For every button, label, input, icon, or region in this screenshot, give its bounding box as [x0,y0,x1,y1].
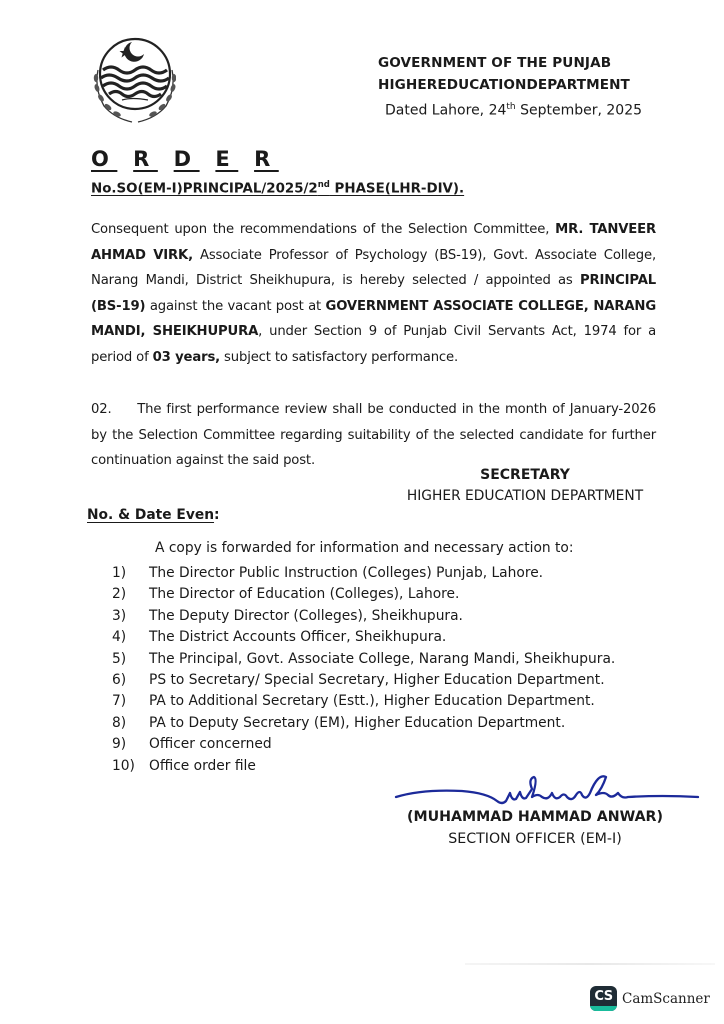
letterhead [378,52,630,96]
order-number: No.SO(EM-I)PRINCIPAL/2025/2nd PHASE(LHR-DIV). [91,180,465,197]
paragraph-number: 02. [91,402,112,417]
camscanner-watermark [590,986,710,1011]
college-name: GOVERNMENT ASSOCIATE COLLEGE, NARANG MANDI, SHEIKHUPURA [91,298,656,339]
list-item: 8) PA to Deputy Secretary (EM), Higher Education Department. [112,714,566,731]
tenure: 03 years, [152,349,221,365]
camscanner-logo-icon: CS [590,986,617,1011]
camscanner-label: CamScanner [622,990,710,1007]
distribution-list [112,563,615,777]
order-paragraph-1: Consequent upon the recommendations of the Selection Committee, MR. TANVEER AHMAD VIRK, Associate Professor of Psychology (BS-19), Govt. Associate College, Narang Mandi, District Sheikhupura, is hereby selected / appointed as PRINCIPAL (BS-19) against the vacant post at GOVERNMENT ASSOCIATE COLLEGE, NARANG MANDI, SHEIKHUPURA, under Section 9 of Punjab Civil Servants Act, 1974 for a period of 03 years, subject to satisfactory performance. [91,222,657,365]
list-item: 5) The Principal, Govt. Associate College, Narang Mandi, Sheikhupura. [112,650,616,667]
signatory-title: SECTION OFFICER (EM-I) [448,831,622,847]
secretary-signature-block [400,465,650,506]
punjab-emblem-icon [90,30,176,126]
no-date-even-heading: No. & Date Even: [87,507,220,523]
dated-line: Dated Lahore, 24th September, 2025 [385,102,643,119]
list-item: 1) The Director Public Instruction (Colleges) Punjab, Lahore. [112,565,544,581]
secretary-department: HIGHER EDUCATION DEPARTMENT [406,488,644,504]
order-heading: O R D E R [91,147,279,171]
department-title: HIGHEREDUCATIONDEPARTMENT [378,77,630,93]
list-item: 10) Office order file [112,757,256,774]
list-item: 3) The Deputy Director (Colleges), Sheikhupura. [112,607,463,624]
appointee-name: MR. TANVEER AHMAD VIRK, [91,222,656,263]
secretary-title: SECRETARY [480,467,570,483]
list-item: 6) PS to Secretary/ Special Secretary, Higher Education Department. [112,672,605,689]
signatory-name: (MUHAMMAD HAMMAD ANWAR) [407,809,663,825]
list-item: 9) Officer concerned [112,736,272,753]
list-item: 7) PA to Additional Secretary (Estt.), Higher Education Department. [112,693,595,710]
order-paragraph-2: 02. The first performance review shall be conducted in the month of January-2026 by the Selection Committee regarding suitability of the selected candidate for further continuation against the said post. [91,402,656,468]
list-item: 2) The Director of Education (Colleges), Lahore. [112,586,460,603]
government-title: GOVERNMENT OF THE PUNJAB [378,55,612,71]
scan-artifact [465,963,715,965]
appointed-post: PRINCIPAL (BS-19) [91,273,656,314]
section-officer-signature-block [395,806,675,850]
list-item: 4) The District Accounts Officer, Sheikhupura. [112,629,447,646]
copy-forward-intro: A copy is forwarded for information and necessary action to: [155,540,574,556]
